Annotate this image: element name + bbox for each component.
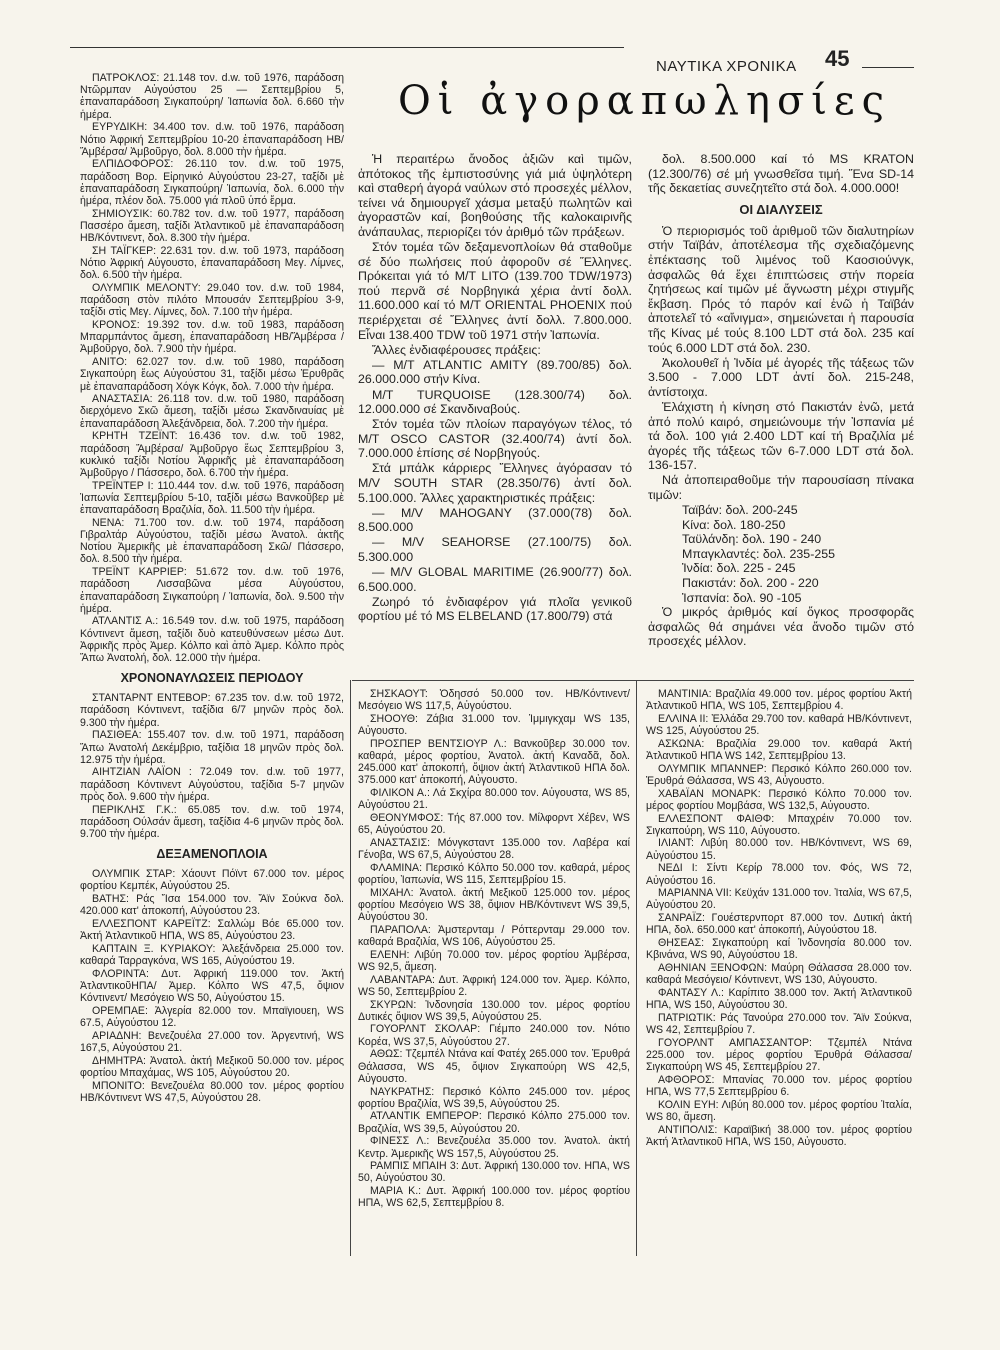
fixture-entry: ΑΝΙΤΟ: 62.027 τον. d.w. τοῦ 1980, παράδοση Σιγκαπούρη ἕως Αὐγούστου 31, ταξίδι μέσω Ἐρυθρᾶς μὲ ἐπαναπαράδοση Χόγκ Κόγκ, δολ. 7.000 τὴν ἡμέρα. [80, 356, 344, 393]
top-rule-left [70, 47, 624, 48]
tanker-fixture-entry: ΣΗΟΟΥΘ: Ζάβια 31.000 τον. Ἰμμιγκχαμ WS 135, Αὐγουστο. [358, 712, 630, 738]
tanker-fixture-entry: ΧΑΒΑΪΑΝ ΜΟΝΑΡΚ: Περσικό Κόλπο 70.000 τον. μέρος φορτίου Μομβάσα, WS 132,5, Αὐγουστο. [646, 787, 912, 812]
tanker-fixture-entry: ΜΑΡΙΑ Κ.: Δυτ. Ἀφρική 100.000 τον. μέρος φορτίου ΗΠΑ, WS 62,5, Σεπτεμβρίου 8. [358, 1185, 630, 1210]
tanker-fixture-entry: ΜΑΡΙΑΝΝΑ VII: Κεϋχάν 131.000 τον. Ἰταλία, WS 67,5, Αὐγούστου 20. [646, 887, 912, 912]
tanker-fixture-entry: ΜΑΝΤΙΝΙΑ: Βραζιλία 49.000 τον. μέρος φορτίου Ἀκτή Ἀτλαντικοῦ ΗΠΑ, WS 105, Σεπτεμβρίου 4. [646, 688, 912, 713]
tanker-fixture-entry: ΝΕΔΙ Ι: Σίντι Κερίρ 78.000 τον. Φός, WS 72, Αὐγούστου 16. [646, 862, 912, 887]
left-column [80, 72, 344, 1105]
fixture-entry: ΠΑΤΡΟΚΛΟΣ: 21.148 τον. d.w. τοῦ 1976, παράδοση Ντῶρμπαν Αὐγούστου 25 — Σεπτεμβρίου 5, ἐπαναπαράδοση Σιγκαπούρη/ Ἰαπωνία δολ. 6.660 τὴν ἡμέρα. [80, 72, 344, 121]
fixture-entry: ΚΡΟΝΟΣ: 19.392 τον. d.w. τοῦ 1983, παράδοση Μπαρμπάντος ἄμεση, ἐπαναπαράδοση ΗΒ/Ἄμβέρσα / Ἀμβοῦργο, δολ. 7.900 τὴν ἡμέρα. [80, 319, 344, 356]
tanker-entry: ΑΡΙΑΔΝΗ: Βενεζουέλα 27.000 τον. Ἀργεντινή, WS 167,5, Αὐγούστου 21. [80, 1029, 344, 1055]
page-title: Οἱ ἀγοραπωλησίες [398, 78, 892, 124]
tanker-fixture-entry: ΕΛΛΕΣΠΟΝΤ ΦΑΙΘΦ: Μπαχρέιν 70.000 τον. Σιγκαπούρη, WS 110, Αὐγουστο. [646, 812, 912, 837]
tanker-fixture-entry: ΣΚΥΡΩΝ: Ἰνδονησία 130.000 τον. μέρος φορτίου Δυτικές ὄψιον WS 39,5, Αὐγούστου 25. [358, 998, 630, 1023]
fixture-entry: ΚΡΗΤΗ ΤΖΕΪΝΤ: 16.436 τον. d.w. τοῦ 1982, παράδοση Ἄμβέρσα/ Ἀμβοῦργο ἕως Σεπτεμβρίου 3, κυκλικό ταξίδι Νοτίου Ἀφρικῆς μὲ ἐπαναπαράδοση Ἀμβοῦργο / Πάσσερο, δολ. 6.700 τὴν ἡμέρα. [80, 430, 344, 479]
price-item: Ταϋλάνδη: δολ. 190 - 240 [682, 532, 822, 547]
intro-column [358, 152, 632, 625]
tanker-fixture-entry: ΦΙΛΙΚΟΝ Α.: Λά Σκχίρα 80.000 τον. Αὐγουστα, WS 85, Αὐγούστου 21. [358, 787, 630, 812]
demolition-paragraph: Νά ἀποπειραθοῦμε τήν παρουσίαση πίνακα τιμῶν: [648, 473, 914, 502]
intro-paragraph: Ἄλλες ἐνδιαφέρουσες πράξεις: [372, 342, 541, 357]
intro-paragraph: Μ/Τ TURQUOISE (128.300/74) δολ. 12.000.000 σέ Σκανδιναβούς. [358, 387, 632, 417]
price-item: Κίνα: δολ. 180-250 [682, 517, 786, 532]
intro-paragraph: Ἡ περαιτέρω ἄνοδος ἀξιῶν καὶ τιμῶν, ἀπότοκος τῆς ἐμπιστοσύνης γιά μιά ὑψηλότερη καὶ σταθερή ἀγορά ναύλων στό προσεχές μέλλον, τείνει νά δημιουργεῖ χάσμα μεταξύ πωλητῶν καὶ ἀγοραστῶν καί, βοηθούσης τῆς καλοκαιρινῆς ἀνάπαυλας, περιορίζει τόν ἀριθμό τῶν πράξεων. [358, 152, 632, 239]
tanker-fixture-entry: ΠΑΤΡΙΩΤΙΚ: Ράς Τανούρα 270.000 τον. Ἄϊν Σούκνα, WS 42, Σεπτεμβρίου 7. [646, 1011, 912, 1036]
tanker-fixture-entry: ΛΑΒΑΝΤΑΡΑ: Δυτ. Ἀφρική 124.000 τον. Ἀμερ. Κόλπο, WS 50, Σεπτεμβρίου 2. [358, 973, 630, 998]
tanker-fixture-entry: ΣΑΝΡΑΪΖ: Γουέστερνπορτ 87.000 τον. Δυτική ἀκτή ΗΠΑ, δολ. 650.000 κατ' ἀποκοπή, Αὐγούστου 18. [646, 912, 912, 937]
period-charter-entry: ΠΕΡΙΚΛΗΣ Γ.Κ.: 65.085 τον. d.w. τοῦ 1974, παράδοση Ούλσάν ἄμεση, ταξίδια 4-6 μηνῶν πρὸς δολ. 9.700 τὴν ἡμέρα. [80, 803, 344, 840]
period-charter-entry: ΠΑΣΙΘΕΑ: 155.407 τον. d.w. τοῦ 1971, παράδοση Ἄπω Ἀνατολή Δεκέμβριο, ταξίδια 18 μηνῶν πρὸς δολ. 12.975 τὴν ἡμέρα. [80, 729, 344, 766]
tanker-fixture-entry: ΟΛΥΜΠΙΚ ΜΠΑΝΝΕΡ: Περσικό Κόλπο 260.000 τον. Ἐρυθρά Θάλασσα, WS 43, Αὐγουστο. [646, 762, 912, 787]
tanker-fixture-entry: ΡΑΜΠΙΣ ΜΠΑΙΗ 3: Δυτ. Ἀφρική 130.000 τον. ΗΠΑ, WS 50, Αὐγούστου 30. [358, 1160, 630, 1185]
demolition-paragraph: Ὁ περιορισμός τοῦ ἀριθμοῦ τῶν διαλυτηρίων στήν Ταϊβάν, ἀποτέλεσμα τῆς σχεδιαζόμενης ἐπέκτασης τοῦ λιμένος τοῦ Καοσιούνγκ, ἀσφαλῶς θά ἔχει ἐπιπτώσεις στήν πορεία ζητήσεως καί τιμῶν μέ ἄγνωστη μέχρι στιγμῆς ἔκβαση. Πρός τό παρόν καί ἐνῶ ἡ Ταϊβάν ἀποτελεῖ τό «αἴνιγμα», σημειώνεται ἡ παρουσία τῆς Κίνας μέ τούς 8.100 LDT στά δολ. 235 καί τούς 6.000 LDT στά δολ. 230. [648, 223, 914, 355]
closing-paragraph: Ὁ μικρός ἀριθμός καί ὄγκος προσφορᾶς ἀσφαλῶς θά σημάνει νέα ἄνοδο τιμῶν στό προσεχές μέλλον. [648, 605, 914, 649]
section-divider [352, 680, 914, 681]
tanker-fixture-entry: ΑΘΩΣ: Τζεμπέλ Ντάνα καί Φατέχ 265.000 τον. Ἐρυθρά Θάλασσα, WS 45, ὄψιον Σιγκαπούρη WS 42,5, Αὐγουστο. [358, 1048, 630, 1085]
fixture-entry: ΕΛΠΙΔΟΦΟΡΟΣ: 26.110 τον. d.w. τοῦ 1975, παράδοση Βορ. Εἰρηνικό Αὐγούστου 23-27, ταξίδι μὲ ἐπαναπαράδοση Σιγκαπούρη/ Ἰαπωνία, δολ. 6.000 τὴν ἡμέρα, πλέον δολ. 75.000 γιά πλοῦ ὑπό ἔρμα. [80, 158, 344, 208]
tanker-fixture-entry: ΑΣΚΩΝΑ: Βραζιλία 29.000 τον. καθαρά Ἀκτή Ἀτλαντικοῦ ΗΠΑ WS 142, Σεπτεμβρίου 13. [646, 737, 912, 763]
tanker-entry: ΦΛΟΡΙΝΤΑ: Δυτ. Ἀφρική 119.000 τον. Ἀκτή ἈτλαντικοῦΗΠΑ/ Ἀμερ. Κόλπο WS 47,5, ὄψιον Κόντινεντ/ Μεσόγειο WS 50, Αὐγούστου 15. [80, 967, 344, 1005]
fixture-entry: ΣΗ ΤΑΪΓΚΕΡ: 22.631 τον. d.w. τοῦ 1973, παράδοση Νότιο Ἀφρική Αὐγουστο, ἐπαναπαράδοση Μεγ. Λίμνες, δολ. 6.500 τὴν ἡμέρα. [80, 244, 344, 282]
tanker-entry: ΕΛΛΕΣΠΟΝΤ ΚΑΡΕΪΤΖ: Σαλλώμ Βόε 65.000 τον. Ἀκτή Ἀτλαντικοῦ ΗΠΑ, WS 85, Αὐγούστου 23. [80, 918, 344, 943]
right-column [648, 152, 914, 650]
fixture-entry: ΤΡΕΪΝΤΕΡ Ι: 110.444 τον. d.w. τοῦ 1976, παράδοση Ἰαπωνία Σεπτεμβρίου 5-10, ταξίδι μέσω Βανκοῦβερ μὲ ἐπαναπαράδοση Βραζιλία, δολ. 11.500 τὴν ἡμέρα. [80, 479, 344, 517]
intro-paragraph: Στά μπάλκ κάρριερς Ἕλληνες ἀγόρασαν τό M/V SOUTH STAR (28.350/76) ἀντί δολ. 5.100.000. Ἄλλες χαρακτηριστικές πράξεις: [358, 461, 632, 505]
tanker-fixture-entry: ΦΑΝΤΑΣΥ Λ.: Καρίπιτο 38.000 τον. Ἀκτή Ἀτλαντικοῦ ΗΠΑ, WS 150, Αὐγούστου 30. [646, 986, 912, 1012]
bottom-right-column [646, 688, 912, 1149]
tanker-entry: ΔΗΜΗΤΡΑ: Ἀνατολ. ἀκτή Μεξικοῦ 50.000 τον. μέρος φορτίου Μπαχάμας, WS 105, Αὐγούστου 20. [80, 1054, 344, 1079]
tanker-entry: ΟΡΕΜΠΑΕ: Ἀλγερία 82.000 τον. Μπαϊγιουεη, WS 67.5, Αὐγούστου 12. [80, 1004, 344, 1030]
tanker-fixture-entry: ΕΛΕΝΗ: Λιβύη 70.000 τον. μέρος φορτίου Ἀμβέρσα, WS 92,5, ἄμεση. [358, 948, 630, 973]
tanker-entry: ΒΑΤΗΣ: Ράς Ἴσα 154.000 τον. Ἄϊν Σούκνα δολ. 420.000 κατ' ἀποκοπή, Αὐγούστου 23. [80, 893, 344, 918]
tanker-entry: ΟΛΥΜΠΙΚ ΣΤΑΡ: Χάουντ Πόϊντ 67.000 τον. μέρος φορτίου Κεμπέκ, Αὐγούστου 25. [80, 868, 344, 893]
tanker-fixture-entry: ΕΛΛΙΝΑ ΙΙ: Ἐλλάδα 29.700 τον. καθαρά ΗΒ/Κόντινεντ, WS 125, Αὐγούστου 25. [646, 712, 912, 738]
fixture-entry: ΕΥΡΥΔΙΚΗ: 34.400 τον. d.w. τοῦ 1976, παράδοση Νότιο Ἀφρική Σεπτεμβρίου 10-20 ἐπαναπαράδοση ΗΒ/ Ἄμβέρσα/ Ἀμβοῦργο, δολ. 8.000 τὴν ἡμέρα. [80, 121, 344, 158]
tanker-fixture-entry: ΠΡΟΣΠΕΡ ΒΕΝΤΣΙΟΥΡ Λ.: Βανκοῦβερ 30.000 τον. καθαρά, μέρος φορτίου, Ἀνατολ. ἀκτή Καναδᾶ, δολ. 245.000 κατ' ἀποκοπή, ὄψιον ἀκτή Ἀτλαντικοῦ ΗΠΑ δολ. 375.000 κατ' ἀποκοπή, Αὐγουστο. [358, 737, 630, 787]
sale-paragraph: δολ. 8.500.000 καί τό MS KRATON (12.300/76) σέ μή γνωσθεῖσα τιμή. Ἕνα SD-14 τῆς δεκαετίας συνεζητεῖτο στά δολ. 4.000.000! [648, 152, 914, 196]
demolition-heading: ΟΙ ΔΙΑΛΥΣΕΙΣ [739, 201, 823, 217]
fixture-entry: ΑΤΛΑΝΤΙΣ Α.: 16.549 τον. d.w. τοῦ 1975, παράδοση Κόντινεντ ἄμεση, ταξίδι δυὸ κατευθύνσεων μέσω Δυτ. Ἀφρικῆς πρὸς Ἀμερ. Κόλπο καὶ ἀπὸ Ἀμερ. Κόλπο πρὸς Ἄπω Ἀνατολή, δολ. 12.000 τὴν ἡμέρα. [80, 615, 344, 665]
tanker-fixture-entry: ΚΟΛΙΝ ΕΥΗ: Λιβύη 80.000 τον. μέρος φορτίου Ἰταλία, WS 80, ἄμεση. [646, 1098, 912, 1123]
period-heading: ΧΡΟΝΟΝΑΥΛΩΣΕΙΣ ΠΕΡΙΟΔΟΥ [120, 671, 304, 686]
tankers-heading: ΔΕΞΑΜΕΝΟΠΛΟΙΑ [156, 847, 268, 862]
price-item: Ἰσπανία: δολ. 90 -105 [682, 590, 802, 605]
intro-paragraph: — M/V MAHOGANY (37.000(78) δολ. 8.500.000 [358, 505, 632, 535]
intro-paragraph: Στόν τομέα τῶν δεξαμενοπλοίων θά σταθοῦμε σέ δύο πωλήσεις πού ἀφοροῦν σέ Ἕλληνες. Πρόκειται γιά τό Μ/Τ LITO (139.700 TDW/1973) πού περνᾶ σέ Νορβηγικά χέρια ἀντί δολλ. 11.600.000 καί τό Μ/Τ ORIENTAL PHOENIX πού περιέρχεται σέ Ἕλληνες ἀντί δολλ. 7.800.000. Εἶναι 138.400 TDW τοῦ 1971 στήν Ἰαπωνία. [358, 240, 632, 342]
tanker-fixture-entry: ΠΑΡΑΠΟΛΑ: Ἀμστερνταμ / Ρόττερνταμ 29.000 τον. καθαρά Βραζιλία, WS 106, Αὐγούστου 25. [358, 923, 630, 949]
tanker-fixture-entry: ΝΑΥΚΡΑΤΗΣ: Περσικό Κόλπο 245.000 τον. μέρος φορτίου Βραζιλία, WS 39,5, Αὐγούστου 25. [358, 1085, 630, 1110]
price-item: Πακιστάν: δολ. 200 - 220 [682, 576, 819, 591]
top-rule-right [862, 67, 914, 68]
tanker-fixture-entry: ΜΙΧΑΗΛ: Ἀνατολ. ἀκτή Μεξικοῦ 125.000 τον. μέρος φορτίου Μεσόγειο WS 38, ὄψιον ΗΒ/Κόντινεντ WS 39,5, Αὐγούστου 30. [358, 886, 630, 924]
tanker-entry: ΚΑΠΤΑΙΝ Ξ. ΚΥΡΙΑΚΟΥ: Ἀλεξάνδρεια 25.000 τον. καθαρά Ταρραγκόνα, WS 165, Αὐγούστου 19. [80, 942, 344, 968]
tanker-fixture-entry: ΘΗΣΕΑΣ: Σιγκαπούρη καί Ἰνδονησία 80.000 τον. Κβινάνα, WS 90, Αὐγούστου 18. [646, 937, 912, 962]
tanker-entry: ΜΠΟΝΙΤΟ: Βενεζουέλα 80.000 τον. μέρος φορτίου ΗΒ/Κόντινεντ WS 47,5, Αὐγούστου 28. [80, 1079, 344, 1104]
intro-paragraph: — M/V GLOBAL MARITIME (26.900/77) δολ. 6.500.000. [358, 565, 632, 594]
fixture-entry: ΤΡΕΪΝΤ ΚΑΡΡΙΕΡ: 51.672 τον. d.w. τοῦ 1976, παράδοση Λισσαβῶνα μέσα Αὐγούστου, ἐπαναπαράδοση Σιγκαπούρη / Ἰαπωνία, δολ. 9.500 τὴν ἡμέρα. [80, 566, 344, 615]
page-number: 45 [825, 46, 850, 71]
tanker-fixture-entry: ΓΟΥΟΡΛΝΤ ΣΚΟΛΑΡ: Γιέμπο 240.000 τον. Νότιο Κορέα, WS 37,5, Αὐγούστου 27. [358, 1023, 630, 1048]
tanker-fixture-entry: ΦΛΑΜΙΝΑ: Περσικό Κόλπο 50.000 τον. καθαρά, μέρος φορτίου, Ἰαπωνία, WS 115, Σεπτεμβρίου 15. [358, 861, 630, 887]
intro-paragraph: Στόν τομέα τῶν πλοίων παραγόγων τέλος, τό Μ/Τ OSCO CASTOR (32.400/74) ἀντί δολ. 7.000.000 ἐπίσης σέ Νορβηγούς. [358, 417, 632, 461]
price-item: Ταϊβάν: δολ. 200-245 [682, 503, 798, 518]
intro-paragraph: — Μ/Τ ATLANTIC AMITY (89.700/85) δολ. 26.000.000 στήν Κίνα. [358, 357, 632, 387]
tanker-fixture-entry: ΓΟΥΟΡΛΝΤ ΑΜΠΑΣΣΑΝΤΟΡ: Τζεμπέλ Ντάνα 225.000 τον. μέρος φορτίου Ἐρυθρά Θάλασσα/ Σιγκαπούρη WS 45, Σεπτεμβρίου 27. [646, 1036, 912, 1074]
column-divider-left [350, 680, 351, 1256]
magazine-name: ΝΑΥΤΙΚΑ ΧΡΟΝΙΚΑ [656, 58, 797, 75]
column-divider-right [636, 680, 637, 1256]
intro-paragraph: — M/V SEAHORSE (27.100/75) δολ. 5.300.000 [358, 535, 632, 565]
intro-paragraph: Ζωηρό τό ἐνδιαφέρον γιά πλοῖα γενικοῦ φορτίου μέ τό MS ELBELAND (17.800/79) στά [358, 594, 632, 624]
fixture-entry: ΣΗΜΙΟΥΣΙΚ: 60.782 τον. d.w. τοῦ 1977, παράδοση Πασσέρο ἄμεση, ταξίδι Ἀτλαντικοῦ μὲ ἐπαναπαράδοση ΗΒ/Κόντινεντ, δολ. 8.300 τὴν ἡμέρα. [80, 207, 344, 245]
tanker-fixture-entry: ΣΗΣΚΑΟΥΤ: Ὀδησσό 50.000 τον. ΗΒ/Κόντινεντ/ Μεσόγειο WS 117,5, Αὐγούστου. [358, 688, 630, 713]
tanker-fixture-entry: ΑΝΤΙΠΟΛΙΣ: Καραϊβική 38.000 τον. μέρος φορτίου Ἀκτή Ἀτλαντικοῦ ΗΠΑ, WS 150, Αὐγουστο. [646, 1123, 912, 1148]
tanker-fixture-entry: ΦΙΝΕΣΣ Λ.: Βενεζουέλα 35.000 τον. Ἀνατολ. ἀκτή Κεντρ. Ἀμερικῆς WS 157,5, Αὐγούστου 25. [358, 1135, 630, 1160]
bottom-middle-column [358, 688, 630, 1210]
price-item: Ἰνδία: δολ. 225 - 245 [682, 561, 796, 576]
fixture-entry: ΟΛΥΜΠΙΚ ΜΕΛΟΝΤΥ: 29.040 τον. d.w. τοῦ 1984, παράδοση στὸν πιλότο Μπουσάν Σεπτεμβρίου 3-9, ταξίδι στὶς Μεγ. Λίμνες, δολ. 7.100 τὴν ἡμέρα. [80, 281, 344, 319]
price-item: Μπαγκλαντές: δολ. 235-255 [682, 546, 835, 561]
tanker-fixture-entry: ΑΘΗΝΙΑΝ ΞΕΝΟΦΩΝ: Μαύρη Θάλασσα 28.000 τον. καθαρά Μεσόγειο/ Κόντινεντ, WS 130, Αὐγουστο. [646, 961, 912, 987]
tanker-fixture-entry: ΙΛΙΑΝΤ: Λιβύη 80.000 τον. ΗΒ/Κόντινεντ, WS 69, Αὐγούστου 15. [646, 837, 912, 862]
demolition-paragraph: Ἀκολουθεῖ ἡ Ἰνδία μέ ἀγορές τῆς τάξεως τῶν 3.500 - 7.000 LDT ἀντί δολ. 215-248, ἀντίστοιχα. [648, 355, 914, 399]
fixture-entry: ΑΝΑΣΤΑΣΙΑ: 26.118 τον. d.w. τοῦ 1980, παράδοση διερχόμενο Σκῶ ἄμεση, ταξίδι μέσω Σκανδιναυίας μὲ ἐπαναπαράδοση Ἀλεξάνδρεια, δολ. 7.200 τὴν ἡμέρα. [80, 393, 344, 430]
fixture-entry: ΝΕΝΑ: 71.700 τον. d.w. τοῦ 1974, παράδοση Γιβραλτάρ Αὐγούστου, ταξίδι μέσω Ἀνατολ. ἀκτῆς Νοτίου Ἀμερικῆς μὲ ἐπαναπαράδοση Σκῶ/ Πάσσερο, δολ. 8.500 τὴν ἡμέρα. [80, 516, 344, 566]
period-charter-entry: ΑΙΗΤΖΙΑΝ ΛΑΪΟΝ : 72.049 τον. d.w. τοῦ 1977, παράδοση Κόντινεντ Αὐγούστου, ταξίδια 5-7 μηνῶν πρὸς δολ. 9.600 τὴν ἡμέρα. [80, 766, 344, 803]
tanker-fixture-entry: ΑΤΛΑΝΤΙΚ ΕΜΠΕΡΟΡ: Περσικό Κόλπο 275.000 τον. Βραζιλία, WS 39,5, Αὐγούστου 20. [358, 1110, 630, 1135]
tanker-fixture-entry: ΑΝΑΣΤΑΣΙΣ: Μόνγκσταντ 135.000 τον. Λαβέρα καί Γένοβα, WS 67,5, Αὐγούστου 28. [358, 836, 630, 862]
tanker-fixture-entry: ΑΦΘΟΡΟΣ: Μπανίας 70.000 τον. μέρος φορτίου ΗΠΑ, WS 77,5 Σεπτεμβρίου 6. [646, 1073, 912, 1098]
period-charter-entry: ΣΤΑΝΤΑΡΝΤ ΕΝΤΕΒΟΡ: 67.235 τον. d.w. τοῦ 1972, παράδοση Κόντινεντ, ταξίδια 6/7 μηνῶν πρὸς δολ. 9.300 τὴν ἡμέρα. [80, 692, 344, 729]
tanker-fixture-entry: ΘΕΟΝΥΜΦΟΣ: Τής 87.000 τον. Μίλφορντ Χέβεν, WS 65, Αὐγούστου 20. [358, 812, 630, 837]
demolition-paragraph: Ἐλάχιστη ἡ κίνηση στό Πακιστάν ἐνῶ, μετά ἀπό πολύ καιρό, σημειώνουμε τήν Ἰσπανία μέ τά δολ. 100 γιά 2.400 LDT καί τή Βραζιλία μέ ἀγορές τῆς τάξεως τῶν 6-7.000 LDT στά δολ. 136-157. [648, 399, 914, 473]
